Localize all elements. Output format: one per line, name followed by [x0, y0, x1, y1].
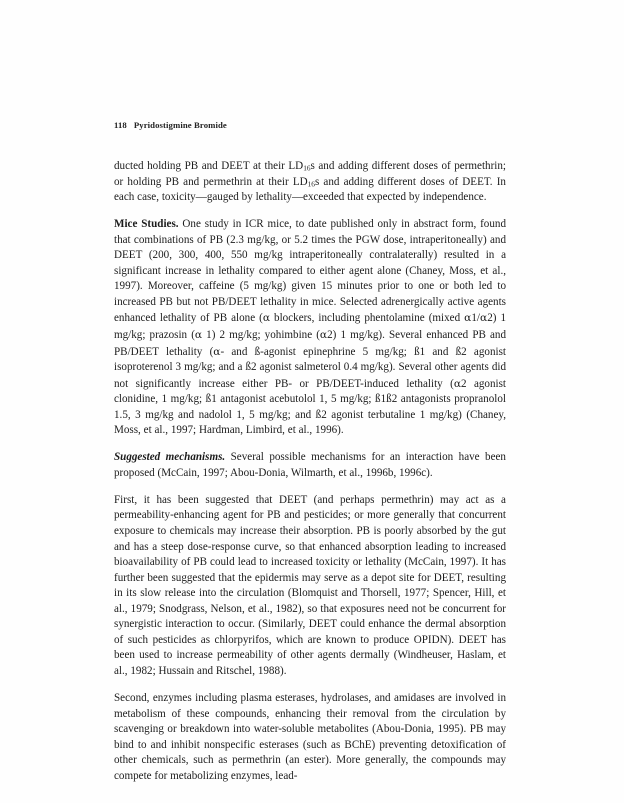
- paragraph-ld16-doses: ducted holding PB and DEET at their $LD_{16}s$ and adding different doses of permethrin; or holding PB and permethrin at their $LD_{16}s$ and adding different doses of DEET. In each case, toxicity—gauged by lethality—exceeded that expected by independence.: [114, 160, 506, 204]
- paragraph-suggested-mechanisms: Suggested mechanisms. Several possible mechanisms for an interaction have been proposed (McCain, 1997; Abou-Donia, Wilmarth, et al., 1996b, 1996c).: [114, 451, 506, 479]
- running-title: Pyridostigmine Bromide: [133, 120, 227, 130]
- page-number: 118: [114, 120, 127, 130]
- paragraph-second-enzymes: Second, enzymes including plasma esterases, hydrolases, and amidases are involved in metabolism of these compounds, enhancing their removal from the circulation by scavenging or breakdown into water-soluble metabolites (Abou-Donia, 1995). PB may bind to and inhibit nonspecific esterases (such as BChE) preventing detoxification of other chemicals, such as permethrin (an ester). More generally, the compounds may compete for metabolizing enzymes, lead-: [114, 691, 506, 782]
- paragraph-first-permeability: First, it has been suggested that DEET (and perhaps permethrin) may act as a permeability-enhancing agent for PB and pesticides; or more generally that concurrent exposure to chemicals may increase their absorption. PB is poorly absorbed by the gut and has a steep dose-response curve, so that enhanced absorption leading to increased bioavailability of PB could lead to increased toxicity or lethality (McCain, 1997). It has further been suggested that the epidermis may serve as a depot site for DEET, resulting in its slow release into the circulation (Blomquist and Thorsell, 1977; Spencer, Hill, et al., 1979; Snodgrass, Nelson, et al., 1982), so that exposures need not be concurrent for synergistic interaction to occur. (Similarly, DEET could enhance the dermal absorption of such pesticides as chlorpyrifos, which are known to produce OPIDN). DEET has been used to increase permeability of other agents dermally (Windheuser, Haslam, et al., 1982; Hussain and Ritschel, 1988).: [114, 493, 506, 677]
- page-text-column: [114, 120, 506, 784]
- body-text: [114, 159, 506, 784]
- paragraph-mice-studies: Mice Studies. One study in ICR mice, to date published only in abstract form, found that combinations of PB (2.3 mg/kg, or 5.2 times the PGW dose, intraperitoneally) and DEET (200, 300, 400, 550 mg/kg intraperitoneally contralaterally) resulted in a significant increase in lethality compared to either agent alone (Chaney, Moss, et al., 1997). Moreover, caffeine (5 mg/kg) given 15 minutes prior to one or both led to increased PB but not PB/DEET lethality in mice. Selected adrenergically active agents enhanced lethality of PB alone (α blockers, including phentolamine (mixed α1/α2) 1 mg/kg; prazosin (α 1) 2 mg/kg; yohimbine (α2) 1 mg/kg). Several enhanced PB and PB/DEET lethality (α- and ß-agonist epinephrine 5 mg/kg; ß1 and ß2 agonist isoproterenol 3 mg/kg; and a ß2 agonist salmeterol 0.4 mg/kg). Several other agents did not significantly increase either PB- or PB/DEET-induced lethality (α2 agonist clonidine, 1 mg/kg; ß1 antagonist acebutolol 1, 5 mg/kg; ß1ß2 antagonists propranolol 1.5, 3 mg/kg and nadolol 1, 5 mg/kg; and ß2 agonist terbutaline 1 mg/kg) (Chaney, Moss, et al., 1997; Hardman, Limbird, et al., 1996).: [114, 218, 506, 437]
- running-header: [114, 120, 506, 130]
